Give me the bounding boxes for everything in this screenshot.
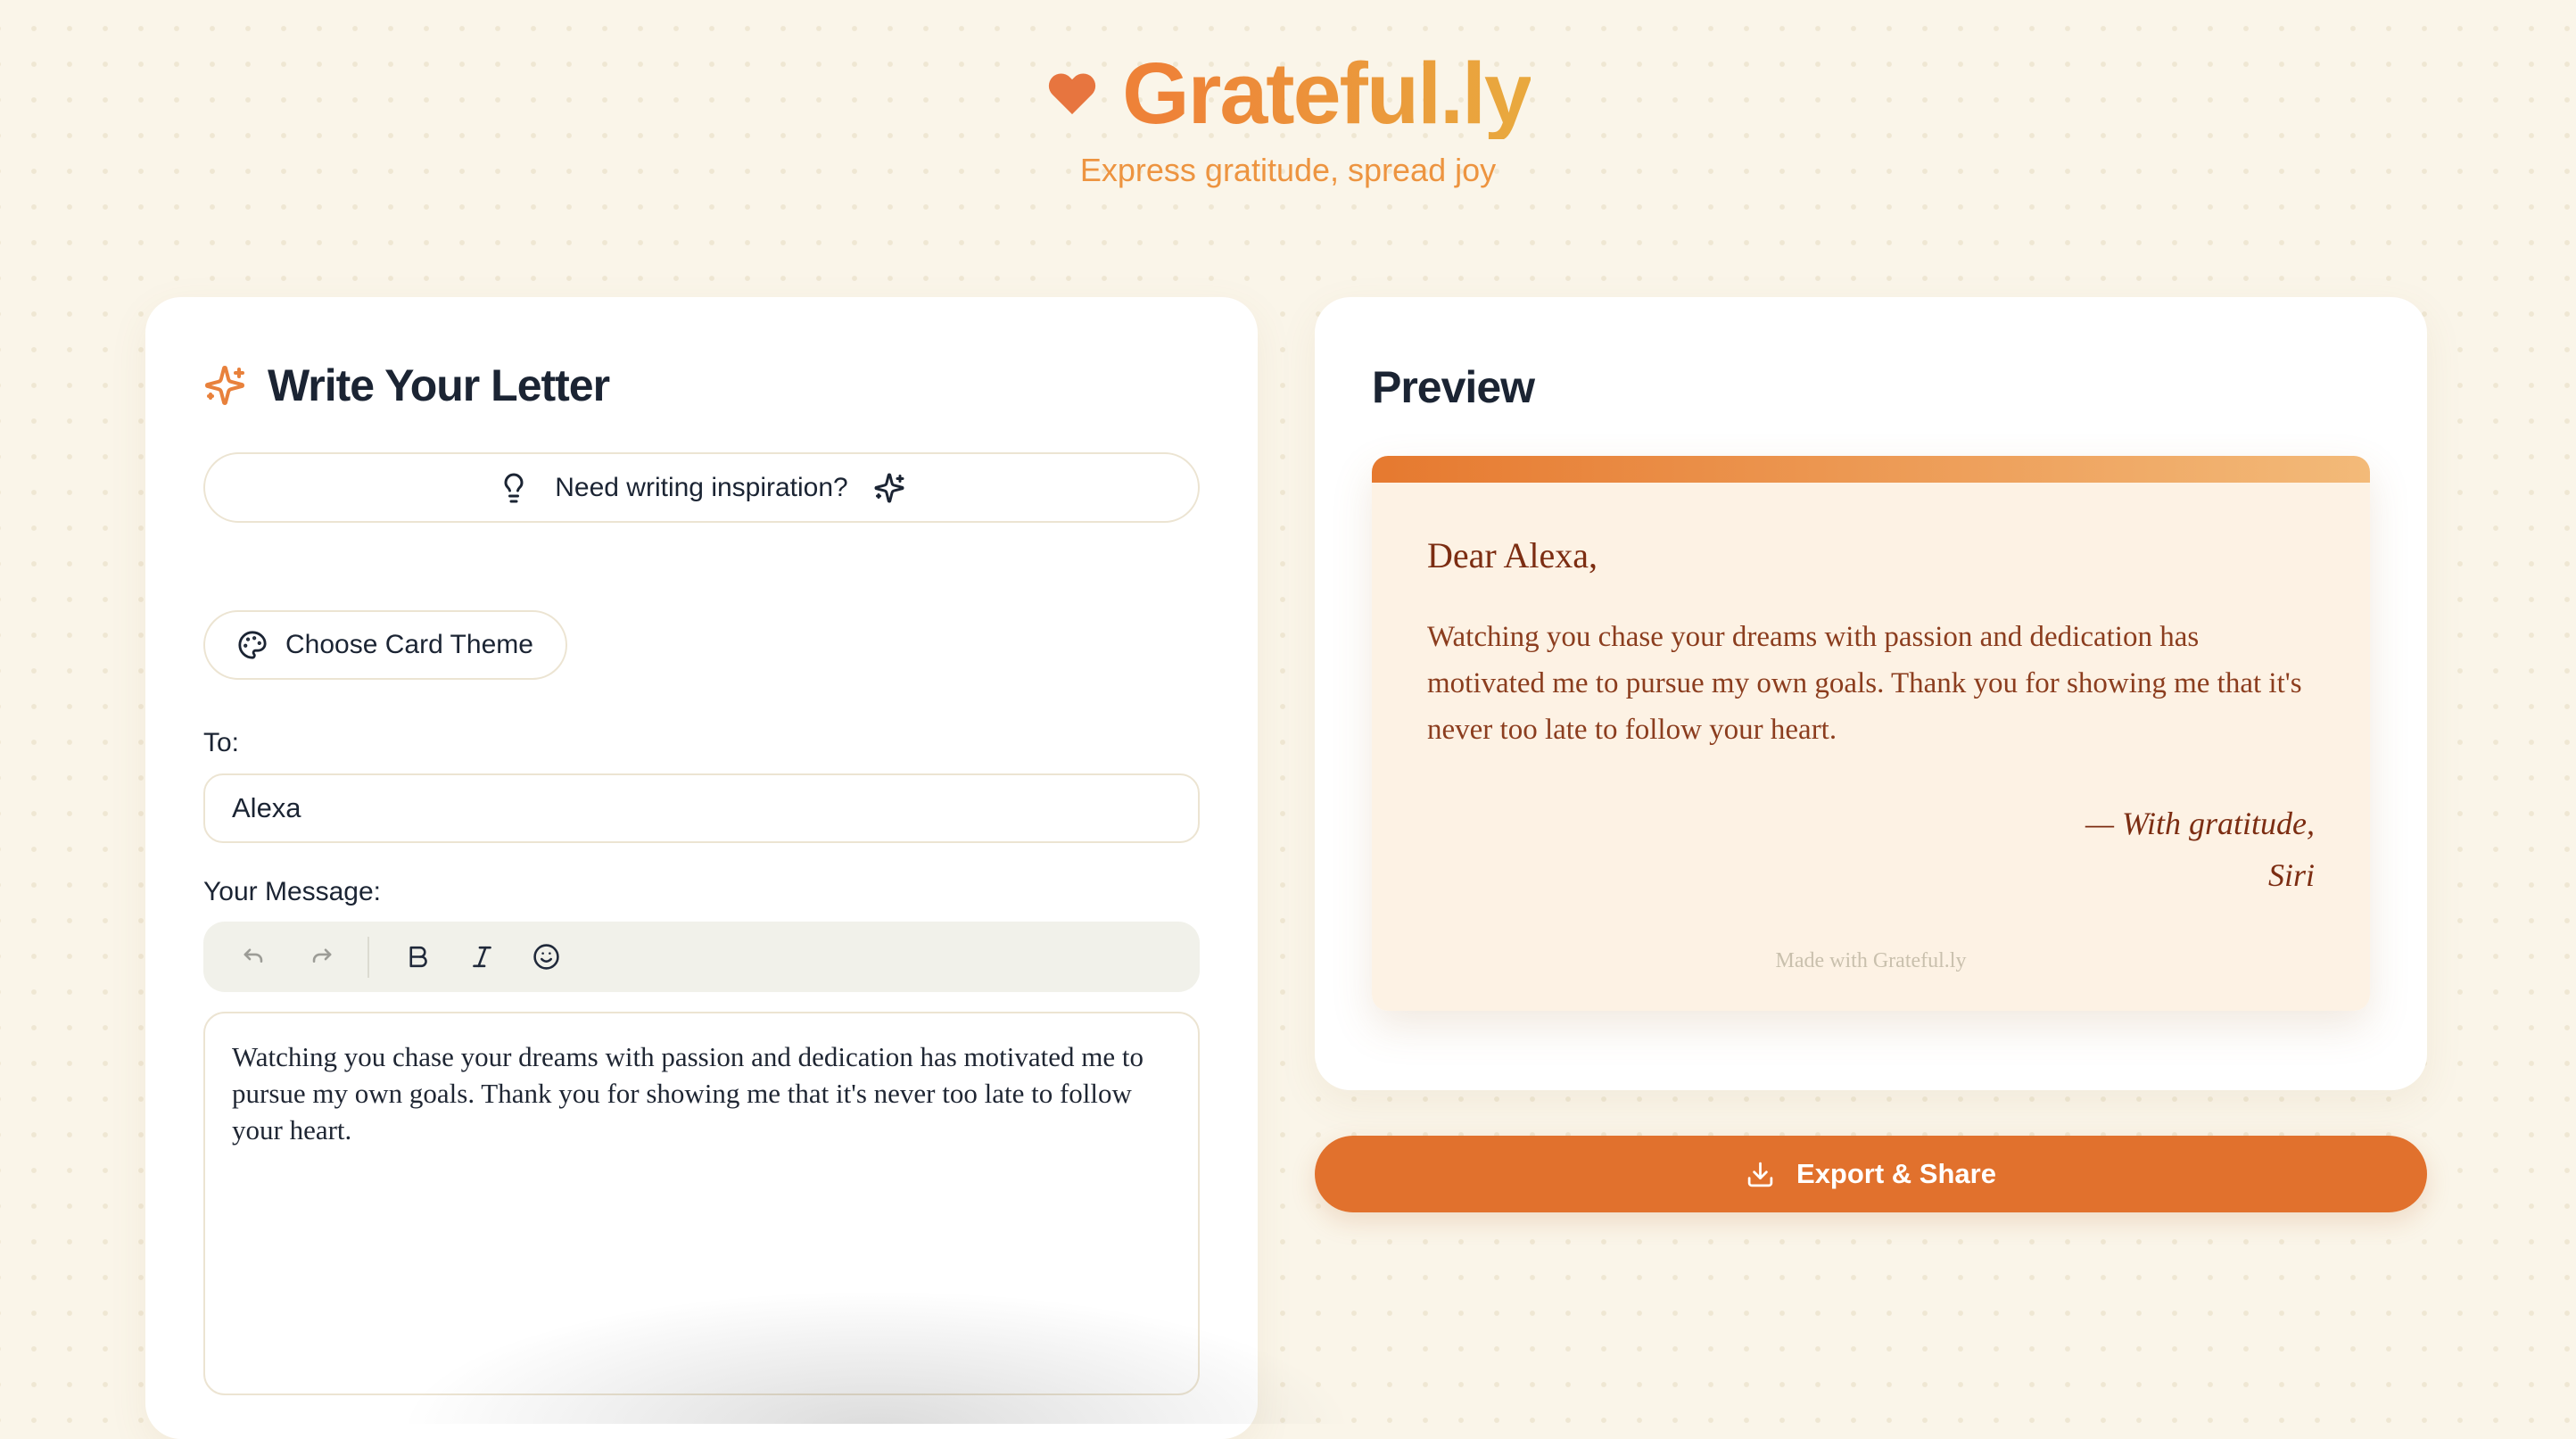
to-label: To: xyxy=(203,728,240,757)
app-title: Grateful.ly xyxy=(1122,45,1531,142)
bold-button[interactable] xyxy=(395,935,440,980)
to-input[interactable] xyxy=(203,773,1200,843)
message-textarea[interactable]: Watching you chase your dreams with passion and dedication has motivated me to pursue my own goals. Thank you for showing me that it's never too late to follow your heart. xyxy=(203,1012,1200,1395)
app-tagline: Express gratitude, spread joy xyxy=(1079,151,1497,188)
editor-title: Write Your Letter xyxy=(268,360,610,410)
preview-title: Preview xyxy=(1372,362,1535,412)
sparkles-icon xyxy=(873,472,905,504)
choose-card-theme-button[interactable] xyxy=(203,610,567,680)
editor-card xyxy=(145,297,1258,1439)
toolbar-divider xyxy=(367,937,369,978)
emoji-button[interactable] xyxy=(524,935,568,980)
letter-signature: Siri xyxy=(2267,857,2315,893)
choose-card-theme-label: Choose Card Theme xyxy=(285,630,533,659)
letter-greeting: Dear Alexa, xyxy=(1427,535,1598,575)
redo-icon xyxy=(306,943,334,971)
message-label: Your Message: xyxy=(203,877,382,906)
writing-inspiration-label: Need writing inspiration? xyxy=(555,472,848,502)
heart-icon xyxy=(1045,67,1099,120)
letter-text: Watching you chase your dreams with passion and dedication has motivated me to pursue my own goals. Thank you for showing me that it's never too late to follow your heart. xyxy=(1427,621,2302,746)
palette-icon xyxy=(237,630,268,660)
letter-body xyxy=(1372,483,2370,1011)
letter-signoff: — With gratitude, xyxy=(2085,806,2315,841)
writing-inspiration-button[interactable] xyxy=(203,452,1200,523)
download-icon xyxy=(1746,1160,1775,1189)
italic-button[interactable] xyxy=(459,935,504,980)
editor-title-row xyxy=(203,360,1200,411)
bold-icon xyxy=(404,943,432,971)
italic-icon xyxy=(468,943,496,971)
sparkles-icon xyxy=(203,364,246,407)
undo-icon xyxy=(242,943,269,971)
letter-accent-bar xyxy=(1372,456,2370,483)
message-toolbar xyxy=(203,922,1200,992)
logo-row xyxy=(0,45,2576,142)
redo-button[interactable] xyxy=(297,935,342,980)
app-header xyxy=(0,45,2576,189)
letter-watermark: Made with Grateful.ly xyxy=(1775,949,1967,972)
emoji-smile-icon xyxy=(533,943,560,971)
letter-preview xyxy=(1372,456,2370,1011)
undo-button[interactable] xyxy=(233,935,277,980)
export-share-button[interactable] xyxy=(1315,1136,2427,1212)
preview-card xyxy=(1315,297,2427,1090)
export-share-label: Export & Share xyxy=(1796,1158,1996,1189)
lightbulb-icon xyxy=(498,472,530,504)
